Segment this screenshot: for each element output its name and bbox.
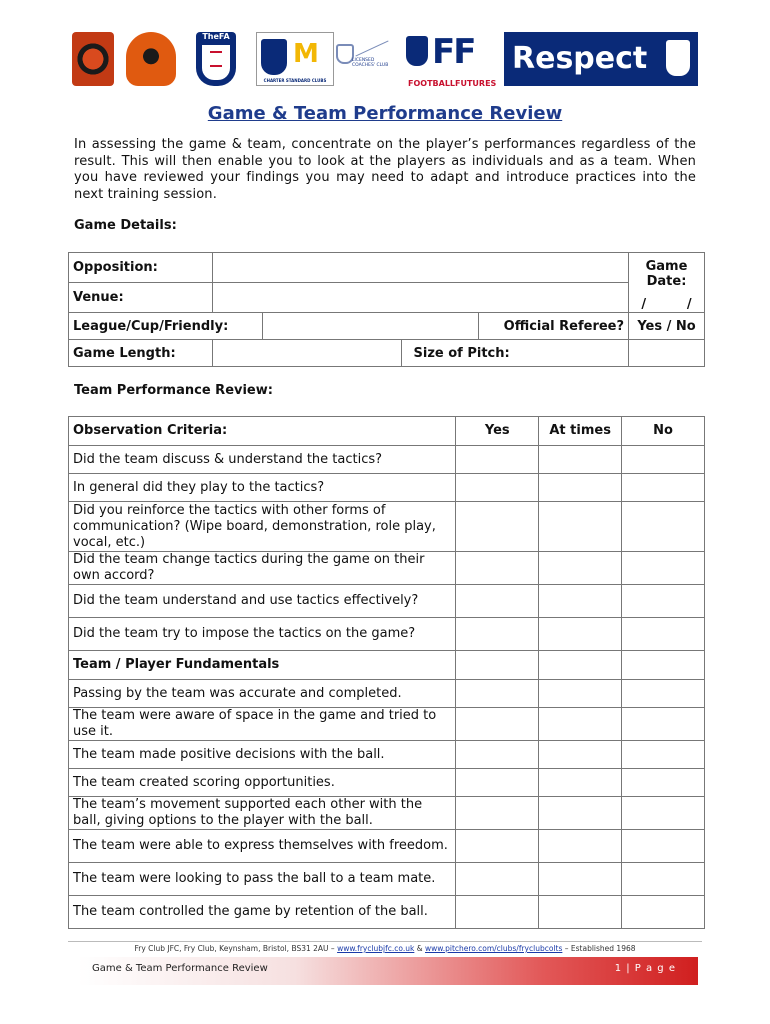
licensed-coaches-club-logo (336, 32, 396, 86)
fa-shield-icon (666, 40, 690, 76)
fa-shield-icon (261, 39, 287, 75)
no-cell[interactable] (622, 651, 705, 680)
fa-label: TheFA (202, 32, 230, 41)
footer-divider (68, 941, 702, 942)
no-header: No (622, 417, 705, 446)
at-times-cell[interactable] (539, 680, 622, 708)
football-futures-label: FOOTBALLFUTURES (408, 79, 497, 88)
at-times-cell[interactable] (539, 896, 622, 929)
referee-yes-no[interactable]: Yes / No (629, 313, 705, 340)
game-details-heading: Game Details: (74, 218, 177, 233)
criteria-text: The team’s movement supported each other with the ball, giving options to the player with the ball. (69, 797, 456, 830)
game-length-field[interactable] (212, 340, 401, 367)
league-label: League/Cup/Friendly: (69, 313, 263, 340)
yes-cell[interactable] (456, 896, 539, 929)
yes-cell[interactable] (456, 769, 539, 797)
footer-established: – Established 1968 (564, 944, 636, 953)
game-date-label: Game Date: (645, 259, 688, 289)
at-times-cell[interactable] (539, 552, 622, 585)
footer-address-text: Fry Club JFC, Fry Club, Keynsham, Bristol, BS31 2AU – (134, 944, 335, 953)
table-row (69, 708, 705, 741)
team-review-heading: Team Performance Review: (74, 383, 273, 398)
no-cell[interactable] (622, 797, 705, 830)
venue-row (69, 283, 705, 313)
criteria-text: The team created scoring opportunities. (69, 769, 456, 797)
at-times-cell[interactable] (539, 585, 622, 618)
at-times-cell[interactable] (539, 651, 622, 680)
no-cell[interactable] (622, 474, 705, 502)
no-cell[interactable] (622, 502, 705, 552)
no-cell[interactable] (622, 863, 705, 896)
fry-club-crest-logo (72, 32, 114, 86)
table-row (69, 680, 705, 708)
coaches-club-label: LICENSED COACHES' CLUB (352, 58, 389, 68)
footer-amp: & (416, 944, 423, 953)
page-title: Game & Team Performance Review (207, 103, 563, 124)
table-row (69, 502, 705, 552)
criteria-text: Did you reinforce the tactics with other forms of communication? (Wipe board, demonstration, role play, vocal, etc.) (69, 502, 456, 552)
table-row (69, 797, 705, 830)
table-row (69, 741, 705, 769)
at-times-cell[interactable] (539, 769, 622, 797)
charter-standard-label: CHARTER STANDARD CLUBS (263, 78, 327, 83)
criteria-text: The team controlled the game by retention of the ball. (69, 896, 456, 929)
at-times-cell[interactable] (539, 708, 622, 741)
criteria-text: The team were looking to pass the ball to a team mate. (69, 863, 456, 896)
ff-mark-icon: FF (432, 32, 475, 72)
at-times-cell[interactable] (539, 741, 622, 769)
game-length-label: Game Length: (69, 340, 213, 367)
criteria-text: The team were able to express themselves with freedom. (69, 830, 456, 863)
pitchero-link[interactable]: www.pitchero.com/clubs/fryclubcolts (425, 944, 563, 953)
no-cell[interactable] (622, 585, 705, 618)
game-length-row (69, 340, 705, 367)
table-row (69, 552, 705, 585)
game-details-table (68, 252, 705, 367)
no-cell[interactable] (622, 680, 705, 708)
table-row (69, 863, 705, 896)
footer-bar (78, 957, 698, 985)
table-row (69, 618, 705, 651)
criteria-text: Did the team change tactics during the game on their own accord? (69, 552, 456, 585)
no-cell[interactable] (622, 552, 705, 585)
yes-cell[interactable] (456, 446, 539, 474)
official-referee-label: Official Referee? (479, 313, 629, 340)
opposition-row (69, 253, 705, 283)
logo-banner (72, 32, 698, 88)
venue-label: Venue: (69, 283, 213, 313)
at-times-header: At times (539, 417, 622, 446)
table-row (69, 474, 705, 502)
at-times-cell[interactable] (539, 446, 622, 474)
yes-cell[interactable] (456, 830, 539, 863)
venue-field[interactable] (212, 283, 628, 313)
intro-paragraph: In assessing the game & team, concentrate on the player’s performances regardless of the result. This will then enable you to look at the players as individuals and as a team. When you have reviewed your findings you may need to adapt and introduce practices into the next training session. (74, 137, 696, 202)
yes-cell[interactable] (456, 741, 539, 769)
yes-cell[interactable] (456, 651, 539, 680)
opposition-field[interactable] (212, 253, 628, 283)
game-date-slashes: / / (641, 297, 692, 312)
at-times-cell[interactable] (539, 830, 622, 863)
opposition-label: Opposition: (69, 253, 213, 283)
team-performance-table (68, 416, 705, 929)
table-row (69, 896, 705, 929)
footer-doc-title: Game & Team Performance Review (92, 963, 268, 974)
at-times-cell[interactable] (539, 618, 622, 651)
criteria-text: The team were aware of space in the game and tried to use it. (69, 708, 456, 741)
charter-standard-logo (256, 32, 334, 86)
no-cell[interactable] (622, 708, 705, 741)
observation-criteria-header: Observation Criteria: (69, 417, 456, 446)
criteria-text: In general did they play to the tactics? (69, 474, 456, 502)
no-cell[interactable] (622, 741, 705, 769)
no-cell[interactable] (622, 618, 705, 651)
yes-cell[interactable] (456, 585, 539, 618)
no-cell[interactable] (622, 769, 705, 797)
yes-cell[interactable] (456, 618, 539, 651)
criteria-text: Passing by the team was accurate and completed. (69, 680, 456, 708)
table-row (69, 769, 705, 797)
league-field[interactable] (262, 313, 478, 340)
criteria-text: Did the team understand and use tactics effectively? (69, 585, 456, 618)
game-date-cell[interactable] (629, 253, 705, 313)
size-of-pitch-label: Size of Pitch: (401, 340, 629, 367)
fundamentals-header-row (69, 651, 705, 680)
no-cell[interactable] (622, 896, 705, 929)
the-fa-crest-logo (196, 32, 236, 86)
table-row (69, 446, 705, 474)
football-futures-logo (406, 32, 497, 88)
yes-cell[interactable] (456, 863, 539, 896)
yes-cell[interactable] (456, 708, 539, 741)
table-row (69, 830, 705, 863)
criteria-text: The team made positive decisions with the ball. (69, 741, 456, 769)
header-row (69, 417, 705, 446)
no-cell[interactable] (622, 830, 705, 863)
fundamentals-heading: Team / Player Fundamentals (69, 651, 456, 680)
yes-cell[interactable] (456, 502, 539, 552)
at-times-cell[interactable] (539, 863, 622, 896)
yes-header: Yes (456, 417, 539, 446)
fa-shield-icon (406, 36, 428, 66)
size-of-pitch-field[interactable] (629, 340, 705, 367)
at-times-cell[interactable] (539, 502, 622, 552)
respect-label: Respect (512, 41, 648, 76)
yes-cell[interactable] (456, 552, 539, 585)
mcdonalds-arch-icon: M (293, 39, 319, 69)
page-number: 1 | P a g e (614, 963, 676, 974)
league-row (69, 313, 705, 340)
table-row (69, 585, 705, 618)
no-cell[interactable] (622, 446, 705, 474)
fry-club-colts-crest-logo (126, 32, 176, 86)
yes-cell[interactable] (456, 680, 539, 708)
yes-cell[interactable] (456, 797, 539, 830)
arrow-line-icon (355, 40, 388, 56)
at-times-cell[interactable] (539, 797, 622, 830)
footer-address (0, 944, 770, 953)
respect-logo (504, 32, 698, 86)
at-times-cell[interactable] (539, 474, 622, 502)
criteria-text: Did the team discuss & understand the tactics? (69, 446, 456, 474)
three-lions-icon (202, 45, 230, 80)
yes-cell[interactable] (456, 474, 539, 502)
fryclubjfc-link[interactable]: www.fryclubjfc.co.uk (337, 944, 415, 953)
criteria-text: Did the team try to impose the tactics on the game? (69, 618, 456, 651)
